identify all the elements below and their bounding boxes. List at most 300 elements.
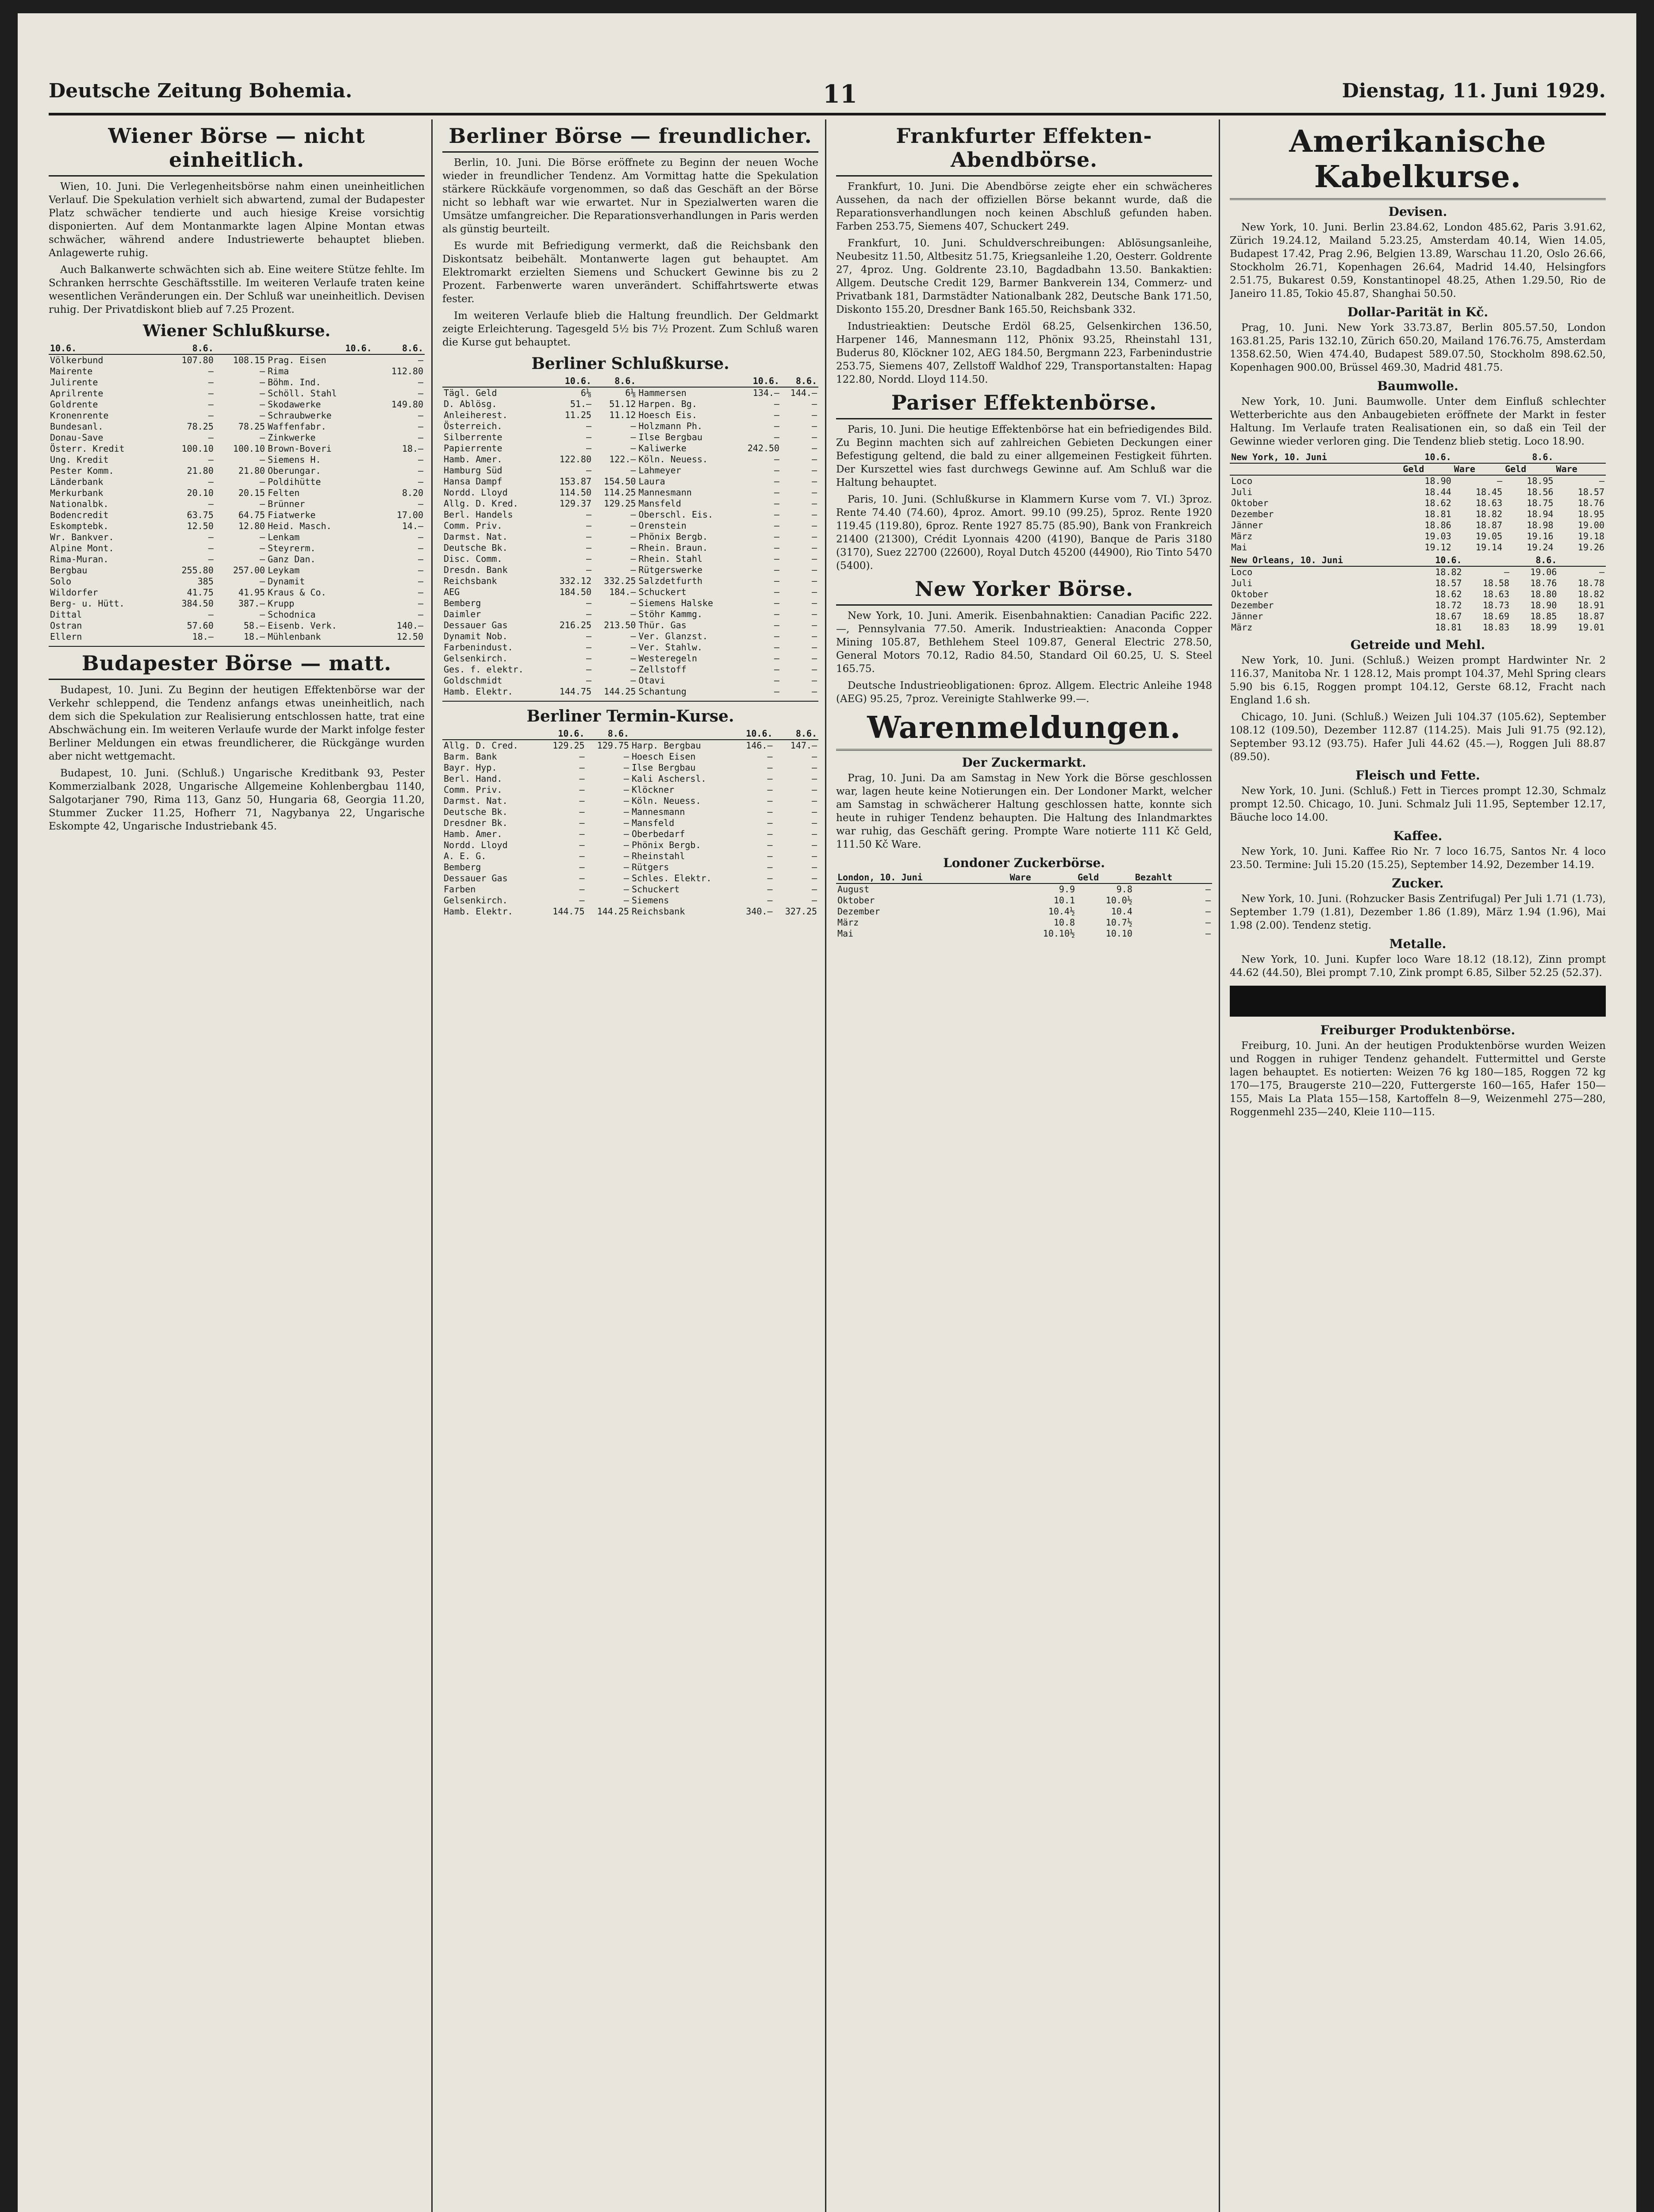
table-cell: 10.4½ — [1048, 906, 1075, 917]
table-cell: 18.94 — [1527, 509, 1554, 519]
table-cell: 8.6. — [774, 728, 818, 740]
table-cell: 213.50 — [604, 620, 636, 630]
table-row — [49, 510, 425, 521]
table-cell: 18.81 — [1435, 622, 1462, 633]
table-cell: Ung. Kredit — [50, 454, 109, 465]
table-cell: — — [579, 884, 585, 895]
table-cell: 11.12 — [609, 410, 636, 420]
table-row — [442, 818, 818, 829]
table-row — [442, 509, 818, 520]
table-cell: Ware — [1453, 463, 1504, 475]
table-cell: — — [1504, 567, 1510, 577]
table-row — [442, 443, 818, 454]
table-cell: Kraus & Co. — [268, 587, 326, 598]
newspaper-page — [18, 13, 1636, 2212]
table-cell: 41.75 — [187, 587, 214, 598]
table-cell: — — [579, 795, 585, 806]
table-cell: 10.6. — [737, 376, 781, 387]
table-row — [442, 487, 818, 498]
table-cell: — — [208, 399, 214, 410]
table-cell: 18.— — [243, 631, 265, 642]
table-cell: Gelsenkirch. — [444, 895, 508, 906]
table-cell: — — [767, 862, 773, 872]
table-cell: — — [623, 884, 629, 895]
table-cell: Hamburg Süd — [444, 465, 503, 476]
article-paragraph: New York, 10. Juni. Berlin 23.84.62, London 485.62, Paris 3.91.62, Zürich 19.24.12, Mailand 5.23.25, Amsterdam 40.14, Wien 14.05, Budapest 17.42, Prag 2.96, Belgien 13.89, Warschau 11.20, Oslo 26.66, Stockholm 26.71, Kopenhagen 26.64, Madrid 14.40, Helsingfors 2.51.75, Bukarest 0.59, Konstantinopel 48.25, Athen 1.29.50, Rio de Janeiro 11.85, Tokio 45.87, Shanghai 50.50. — [1230, 222, 1606, 300]
table-cell: Julirente — [50, 377, 98, 388]
table-cell: — — [811, 751, 817, 762]
table-cell: Rheinstahl — [631, 851, 685, 861]
table-cell: Rhein. Stahl — [638, 553, 702, 564]
article-title-waren: Warenmeldungen. — [836, 710, 1212, 751]
table-cell: Schuckert — [638, 587, 687, 597]
table-cell: — — [418, 454, 423, 465]
table-cell: Anleiherest. — [444, 410, 508, 420]
table-cell: Berg- u. Hütt. — [50, 598, 125, 609]
table-cell: 78.25 — [238, 421, 265, 432]
table-cell: — — [586, 465, 591, 476]
table-cell: — — [623, 795, 629, 806]
table-cell: — — [586, 642, 591, 653]
table-cell: — — [774, 465, 779, 476]
table-cell: 129.25 — [604, 498, 636, 509]
table-cell: — — [811, 784, 817, 795]
table-row — [49, 598, 425, 609]
table-cell: Hamb. Amer. — [444, 829, 503, 839]
table-cell: 8.6. — [781, 376, 818, 387]
table-cell: Bemberg — [444, 862, 481, 872]
table-cell: Daimler — [444, 609, 481, 619]
table-cell: 114.50 — [559, 487, 591, 498]
table-cell: Stöhr Kammg. — [638, 609, 702, 619]
table-cell: — — [811, 773, 817, 784]
table-cell: Laura — [638, 476, 665, 487]
table-row — [442, 620, 818, 631]
article-paragraph: New York, 10. Juni. Kupfer loco Ware 18.12 (18.12), Zinn prompt 44.62 (44.50), Blei prompt 7.10, Zink prompt 6.85, Silber 52.25 (52.37). — [1230, 954, 1606, 979]
table-cell: Oberschl. Eis. — [638, 509, 713, 520]
column-divider — [825, 119, 826, 2212]
table-cell: 184.50 — [559, 587, 591, 597]
table-cell: 11.25 — [564, 410, 591, 420]
table-cell: — — [586, 653, 591, 664]
table-cell: — — [208, 554, 214, 565]
table-cell: Goldschmidt — [444, 675, 503, 686]
article-title-wien: Wiener Börse — nicht einheitlich. — [49, 124, 425, 177]
subtitle-baumwolle: Baumwolle. — [1377, 379, 1458, 393]
column-1 — [49, 119, 425, 2212]
table-cell: 8.20 — [402, 488, 423, 498]
table-row — [49, 521, 425, 532]
table-title-wien-schluss: Wiener Schlußkurse. — [142, 322, 331, 340]
table-cell: Zinkwerke — [268, 432, 316, 443]
table-cell: — — [630, 631, 636, 641]
table-cell: Rima — [268, 366, 289, 376]
table-cell: 10.6. — [1416, 555, 1463, 566]
table-cell: — — [774, 609, 779, 619]
table-cell: — — [811, 620, 817, 630]
table-cell: Hammersen — [638, 388, 687, 398]
table-cell: Siemens H. — [268, 454, 321, 465]
table-cell: — — [586, 443, 591, 453]
table-cell: — — [418, 543, 423, 553]
table-row — [49, 620, 425, 631]
table-cell: 64.75 — [238, 510, 265, 520]
article-paragraph: Auch Balkanwerte schwächten sich ab. Eine weitere Stütze fehlte. Im Schranken herrschte Geschäftsstille. Im weiteren Verlaufe traten keine wesentlichen Veränderungen ein. Der Schluß war uneinheitlich. Devisen ruhig. Der Privatdiskont blieb auf 7.25 Prozent. — [49, 264, 425, 315]
table-cell: — — [260, 476, 265, 487]
header-date: Dienstag, 11. Juni 1929. — [1342, 80, 1606, 102]
table-cell: 122.80 — [559, 454, 591, 465]
table-cell: — — [774, 542, 779, 553]
table-cell: — — [774, 454, 779, 465]
table-cell: 18.80 — [1530, 589, 1557, 599]
table-cell: — — [811, 631, 817, 641]
table-cell: Schuckert — [631, 884, 680, 895]
table-row — [1230, 463, 1606, 475]
table-row — [49, 532, 425, 543]
table-cell: 387.— — [238, 598, 265, 609]
table-cell: 10.0½ — [1105, 895, 1132, 906]
table-cell: — — [811, 465, 817, 476]
table-cell: — — [767, 873, 773, 883]
article-paragraph: New York, 10. Juni. (Schluß.) Weizen prompt Hardwinter Nr. 2 116.37, Manitoba Nr. 1 128.12, Mais prompt 104.37, Mehl Spring clears 5.90 bis 6.15, Roggen prompt 104.12, Gerste 68.12, Fracht nach England 1.6 sh. — [1230, 655, 1606, 706]
table-cell: — — [811, 895, 817, 906]
table-cell: 385 — [197, 576, 214, 587]
table-cell: Salzdetfurth — [638, 576, 702, 586]
table-cell: — — [630, 609, 636, 619]
table-cell: Dittal — [50, 609, 82, 620]
table-cell: 10.10 — [1105, 928, 1132, 939]
table-cell: — — [811, 498, 817, 509]
table-cell: Mai — [837, 928, 854, 939]
table-cell: — — [811, 762, 817, 773]
table-cell: 51.12 — [609, 399, 636, 409]
running-header — [49, 80, 1606, 109]
table-cell: 8.6. — [163, 343, 215, 354]
table-row — [49, 587, 425, 598]
table-cell: 19.01 — [1577, 622, 1604, 633]
table-cell: 18.— — [402, 443, 423, 454]
table-cell: Bergbau — [50, 565, 88, 576]
table-cell: Skodawerke — [268, 399, 321, 410]
table-cell: 18.98 — [1527, 520, 1554, 530]
table-cell: — — [811, 884, 817, 895]
table-cell: — — [767, 762, 773, 773]
table-cell: Thür. Gas — [638, 620, 687, 630]
table-cell: — — [418, 432, 423, 443]
table-cell: 21.80 — [187, 465, 214, 476]
table-cell: Rütgerswerke — [638, 565, 702, 575]
table-cell — [215, 343, 266, 354]
table-cell: Juli — [1231, 487, 1253, 497]
table-cell: 10.10½ — [1043, 928, 1075, 939]
table-cell: — — [774, 432, 779, 442]
table-cell: — — [208, 388, 214, 399]
table-row — [836, 895, 1212, 906]
table-row — [836, 917, 1212, 928]
table-cell: — — [811, 443, 817, 453]
table-cell: — — [260, 377, 265, 388]
table-cell: — — [623, 895, 629, 906]
table-row — [49, 609, 425, 620]
table-cell: — — [579, 806, 585, 817]
table-cell: Harpen. Bg. — [638, 399, 697, 409]
table-cell: 114.25 — [604, 487, 636, 498]
table-cell — [442, 728, 541, 740]
table-cell: Völkerbund — [50, 355, 104, 365]
table-cell: Oktober — [1231, 589, 1269, 599]
table-row — [1230, 578, 1606, 589]
table-cell: Ellern — [50, 631, 82, 642]
table-cell: — — [811, 840, 817, 850]
table-cell: — — [630, 598, 636, 608]
table-cell: 19.24 — [1527, 542, 1554, 553]
table-cell: 14.— — [402, 521, 423, 531]
table-cell: Ver. Glanzst. — [638, 631, 708, 641]
table-cell: — — [774, 565, 779, 575]
table-cell: Köln. Neuess. — [638, 454, 708, 465]
table-cell: Lenkam — [268, 532, 300, 542]
table-cell: 19.05 — [1475, 531, 1503, 541]
table-cell: Dezember — [1231, 509, 1274, 519]
table-cell: — — [630, 531, 636, 542]
table-cell: Schantung — [638, 686, 687, 697]
table-cell: — — [767, 818, 773, 828]
table-row — [1230, 520, 1606, 531]
table-cell: Ostran — [50, 620, 82, 631]
table-cell: — — [811, 576, 817, 586]
table-cell: — — [260, 410, 265, 421]
table-row — [49, 377, 425, 388]
table-cell: 332.12 — [559, 576, 591, 586]
article-title-kabel: Amerikanische Kabelkurse. — [1230, 124, 1606, 200]
table-cell: 41.95 — [238, 587, 265, 598]
table-cell: — — [811, 806, 817, 817]
table-cell: — — [811, 818, 817, 828]
table-cell: Orenstein — [638, 520, 687, 531]
table-row — [49, 576, 425, 587]
table-cell: Länderbank — [50, 476, 104, 487]
table-cell: — — [208, 499, 214, 509]
table-cell: Tägl. Geld — [444, 388, 497, 398]
table-cell: 18.82 — [1577, 589, 1604, 599]
table-cell: Reichsbank — [444, 576, 497, 586]
subtitle-freiburg: Freiburger Produktenbörse. — [1320, 1023, 1516, 1037]
table-cell: 18.69 — [1482, 611, 1510, 622]
table-cell — [1558, 555, 1606, 566]
table-cell: 18.82 — [1475, 509, 1503, 519]
table-cell: Schodnica — [268, 609, 316, 620]
article-title-newyork: New Yorker Börse. — [836, 577, 1212, 606]
table-cell: 129.75 — [597, 740, 629, 751]
table-cell: Farbenindust. — [444, 642, 513, 653]
table-cell: 10.6. — [1401, 452, 1452, 463]
table-cell: — — [418, 565, 423, 576]
table-row — [1230, 531, 1606, 542]
table-cell: 384.50 — [181, 598, 214, 609]
table-cell: AEG — [444, 587, 460, 597]
table-cell: 144.75 — [553, 906, 585, 917]
subtitle-zuckermarkt: Der Zuckermarkt. — [962, 755, 1086, 770]
subtitle-dollar-paritaet: Dollar-Parität in Kč. — [1347, 305, 1489, 319]
table-row — [49, 410, 425, 421]
table-cell: Dresdn. Bank — [444, 565, 508, 575]
table-cell: — — [630, 465, 636, 476]
article-paragraph: New York, 10. Juni. Kaffee Rio Nr. 7 loco 16.75, Santos Nr. 4 loco 23.50. Termine: Juli 15.20 (15.25), September 14.92, Dezember 14.19. — [1230, 846, 1606, 871]
table-cell: — — [811, 664, 817, 675]
table-cell: 154.50 — [604, 476, 636, 487]
section-divider — [442, 701, 818, 702]
table-cell: Mühlenbank — [268, 631, 321, 642]
table-cell: — — [623, 829, 629, 839]
table-row — [442, 454, 818, 465]
table-cell: — — [418, 532, 423, 542]
table-row — [49, 454, 425, 465]
table-cell: D. Ablösg. — [444, 399, 497, 409]
table-cell: 10.6. — [541, 728, 586, 740]
table-cell: — — [586, 421, 591, 431]
table-cell: — — [811, 410, 817, 420]
table-cell: — — [811, 686, 817, 697]
table-row — [1230, 509, 1606, 520]
table-cell: Otavi — [638, 675, 665, 686]
table-row — [1230, 487, 1606, 498]
table-cell: — — [579, 895, 585, 906]
table-cell: Brown-Boveri — [268, 443, 332, 454]
table-cell: — — [260, 366, 265, 376]
table-row — [1230, 622, 1606, 633]
table-cell — [1463, 555, 1511, 566]
subtitle-zucker: Zucker. — [1392, 876, 1444, 891]
table-cell: — — [586, 509, 591, 520]
table-cell: — — [1599, 476, 1604, 486]
table-row — [49, 354, 425, 366]
table-row — [442, 476, 818, 487]
table-cell: Aprilrente — [50, 388, 104, 399]
table-cell: — — [630, 553, 636, 564]
table-cell: Dessauer Gas — [444, 873, 508, 883]
article-paragraph: Freiburg, 10. Juni. An der heutigen Produktenbörse wurden Weizen und Roggen in ruhiger Tendenz gehandelt. Futtermittel und Gerste lagen behauptet. Es notierten: Weizen 76 kg 180—185, Roggen 72 kg 170—175, Braugerste 210—220, Futtergerste 160—165, Hafer 150—155, Mais La Plata 155—158, Kartoffeln 8—9, Weizenmehl 275—280, Roggenmehl 235—240, Kleie 110—115. — [1230, 1040, 1606, 1118]
table-cell: Lahmeyer — [638, 465, 681, 476]
article-paragraph: Industrieaktien: Deutsche Erdöl 68.25, Gelsenkirchen 136.50, Harpener 146, Mannesmann 112, Phönix 93.25, Rheinstahl 131, Buderus 80, Klöckner 102, AEG 184.50, Bergmann 223, Farbenindustrie 253.75, Siemens 407, Zellstoff Waldhof 229, Transportanstalten: Hapag 122.80, Nordd. Lloyd 114.50. — [836, 321, 1212, 385]
table-cell: — — [1205, 895, 1211, 906]
table-cell: 19.06 — [1530, 567, 1557, 577]
table-cell — [1555, 452, 1606, 463]
article-paragraph: Paris, 10. Juni. (Schlußkurse in Klammern Kurse vom 7. VI.) 3proz. Rente 74.40 (74.60), 4proz. Amort. 99.10 (99.25), 5proz. Rente 1920 119.45 (119.80), 6proz. Rente 1927 85.75 (85.90), Bank von Frankreich 21400 (21300), Crédit Lyonnais 4200 (4190), Banque de Paris 3180 (3170), Suez 22700 (22600), Royal Dutch 45200 (44900), Rio Tinto 5470 (5400). — [836, 494, 1212, 572]
table-cell: 153.87 — [559, 476, 591, 487]
table-row — [1230, 542, 1606, 553]
article-paragraph: Wien, 10. Juni. Die Verlegenheitsbörse nahm einen uneinheitlichen Verlauf. Die Spekulation verhielt sich abwartend, zumal der Budapester Platz schwächer tendierte und auch hiesige Kreise vorsichtig disponierten. Auf dem Montanmarkte lagen Alpine Montan etwas schwächer, während andere Industriewerte behauptet blieben. Anlagewerte ruhig. — [49, 181, 425, 259]
table-cell: — — [767, 784, 773, 795]
table-cell: 112.80 — [391, 366, 423, 376]
table-cell: — — [208, 454, 214, 465]
table-cell: 18.63 — [1482, 589, 1510, 599]
table-cell: 18.99 — [1530, 622, 1557, 633]
table-cell: — — [767, 884, 773, 895]
table-cell: — — [623, 762, 629, 773]
table-cell: Farben — [444, 884, 476, 895]
table-cell: Hamb. Elektr. — [444, 906, 513, 917]
table-cell: — — [774, 553, 779, 564]
table-cell: Loco — [1231, 567, 1253, 577]
table-row — [1230, 475, 1606, 487]
table-cell: 18.56 — [1527, 487, 1554, 497]
article-title-budapest: Budapester Börse — matt. — [49, 651, 425, 680]
table-cell: Fiatwerke — [268, 510, 316, 520]
table-cell: Mairente — [50, 366, 93, 376]
table-cell: 184.— — [609, 587, 636, 597]
table-cell: Oktober — [1231, 498, 1269, 508]
table-cell: — — [811, 565, 817, 575]
table-cell: Dessauer Gas — [444, 620, 508, 630]
table-cell: — — [418, 388, 423, 399]
table-cell: — — [579, 829, 585, 839]
table-cell: Deutsche Bk. — [444, 806, 508, 817]
table-row — [442, 675, 818, 686]
table-cell: Mansfeld — [631, 818, 675, 828]
table-cell: Rima-Muran. — [50, 554, 109, 565]
table-cell: Disc. Comm. — [444, 553, 503, 564]
table-row — [442, 553, 818, 565]
table-row — [442, 465, 818, 476]
table-cell: Geld — [1076, 872, 1134, 883]
table-cell: Holzmann Ph. — [638, 421, 702, 431]
table-row — [442, 598, 818, 609]
article-paragraph: Chicago, 10. Juni. (Schluß.) Weizen Juli 104.37 (105.62), September 108.12 (109.50), Dezember 112.87 (114.25). Mais Juli 91.75 (92.12), September 93.12 (93.75). Hafer Juli 44.62 (45.—), Roggen Juli 88.87 (89.50). — [1230, 711, 1606, 763]
header-page-number: 11 — [823, 80, 857, 109]
table-row — [442, 587, 818, 598]
article-paragraph: Frankfurt, 10. Juni. Die Abendbörse zeigte eher ein schwächeres Aussehen, da nach der offiziellen Börse bekannt wurde, daß die Reparationsverhandlungen noch keinen Abschluß gefunden haben. Farben 253.75, Siemens 407, Schuckert 249. — [836, 181, 1212, 232]
table-cell: 255.80 — [181, 565, 214, 576]
table-cell: — — [774, 487, 779, 498]
table-row — [49, 554, 425, 565]
table-cell: Österreich. — [444, 421, 503, 431]
table-cell: — — [586, 631, 591, 641]
article-paragraph: New York, 10. Juni. Baumwolle. Unter dem Einfluß schlechter Wetterberichte aus den Anbaugebieten eröffnete der Markt in fester Haltung. Im Verlaufe traten Realisationen ein, so daß ein Teil der Gewinne wieder verloren ging. Die Tendenz blieb stetig. Loco 18.90. — [1230, 396, 1606, 447]
table-cell: Hoesch Eis. — [638, 410, 697, 420]
table-cell: — — [811, 862, 817, 872]
table-cell: — — [811, 399, 817, 409]
table-cell: — — [418, 554, 423, 565]
table-cell: 129.37 — [559, 498, 591, 509]
table-cell: März — [1231, 622, 1253, 633]
table-cell: — — [208, 366, 214, 376]
table-cell: Allg. D. Cred. — [444, 740, 518, 751]
table-cell: 18.62 — [1424, 498, 1451, 508]
table-cell: Deutsche Bk. — [444, 542, 508, 553]
table-cell: — — [630, 509, 636, 520]
table-cell: London, 10. Juni — [836, 872, 1009, 883]
table-cell: Goldrente — [50, 399, 98, 410]
table-cell: Ilse Bergbau — [631, 762, 696, 773]
table-cell: Oberbedarf — [631, 829, 685, 839]
table-cell — [630, 728, 737, 740]
table-cell: — — [1205, 928, 1211, 939]
table-cell: Schles. Elektr. — [631, 873, 712, 883]
table-cell: — — [418, 576, 423, 587]
table-row — [1230, 600, 1606, 611]
table-cell: — — [418, 598, 423, 609]
table-row — [1230, 611, 1606, 622]
table-row — [442, 410, 818, 421]
table-cell: — — [418, 355, 423, 365]
table-cell: — — [811, 487, 817, 498]
column-2 — [442, 119, 818, 2212]
table-row — [442, 762, 818, 773]
table-cell: 18.78 — [1577, 578, 1604, 588]
table-cell: 10.4 — [1111, 906, 1132, 917]
table-cell: 8.6. — [1511, 555, 1558, 566]
table-row — [442, 806, 818, 818]
